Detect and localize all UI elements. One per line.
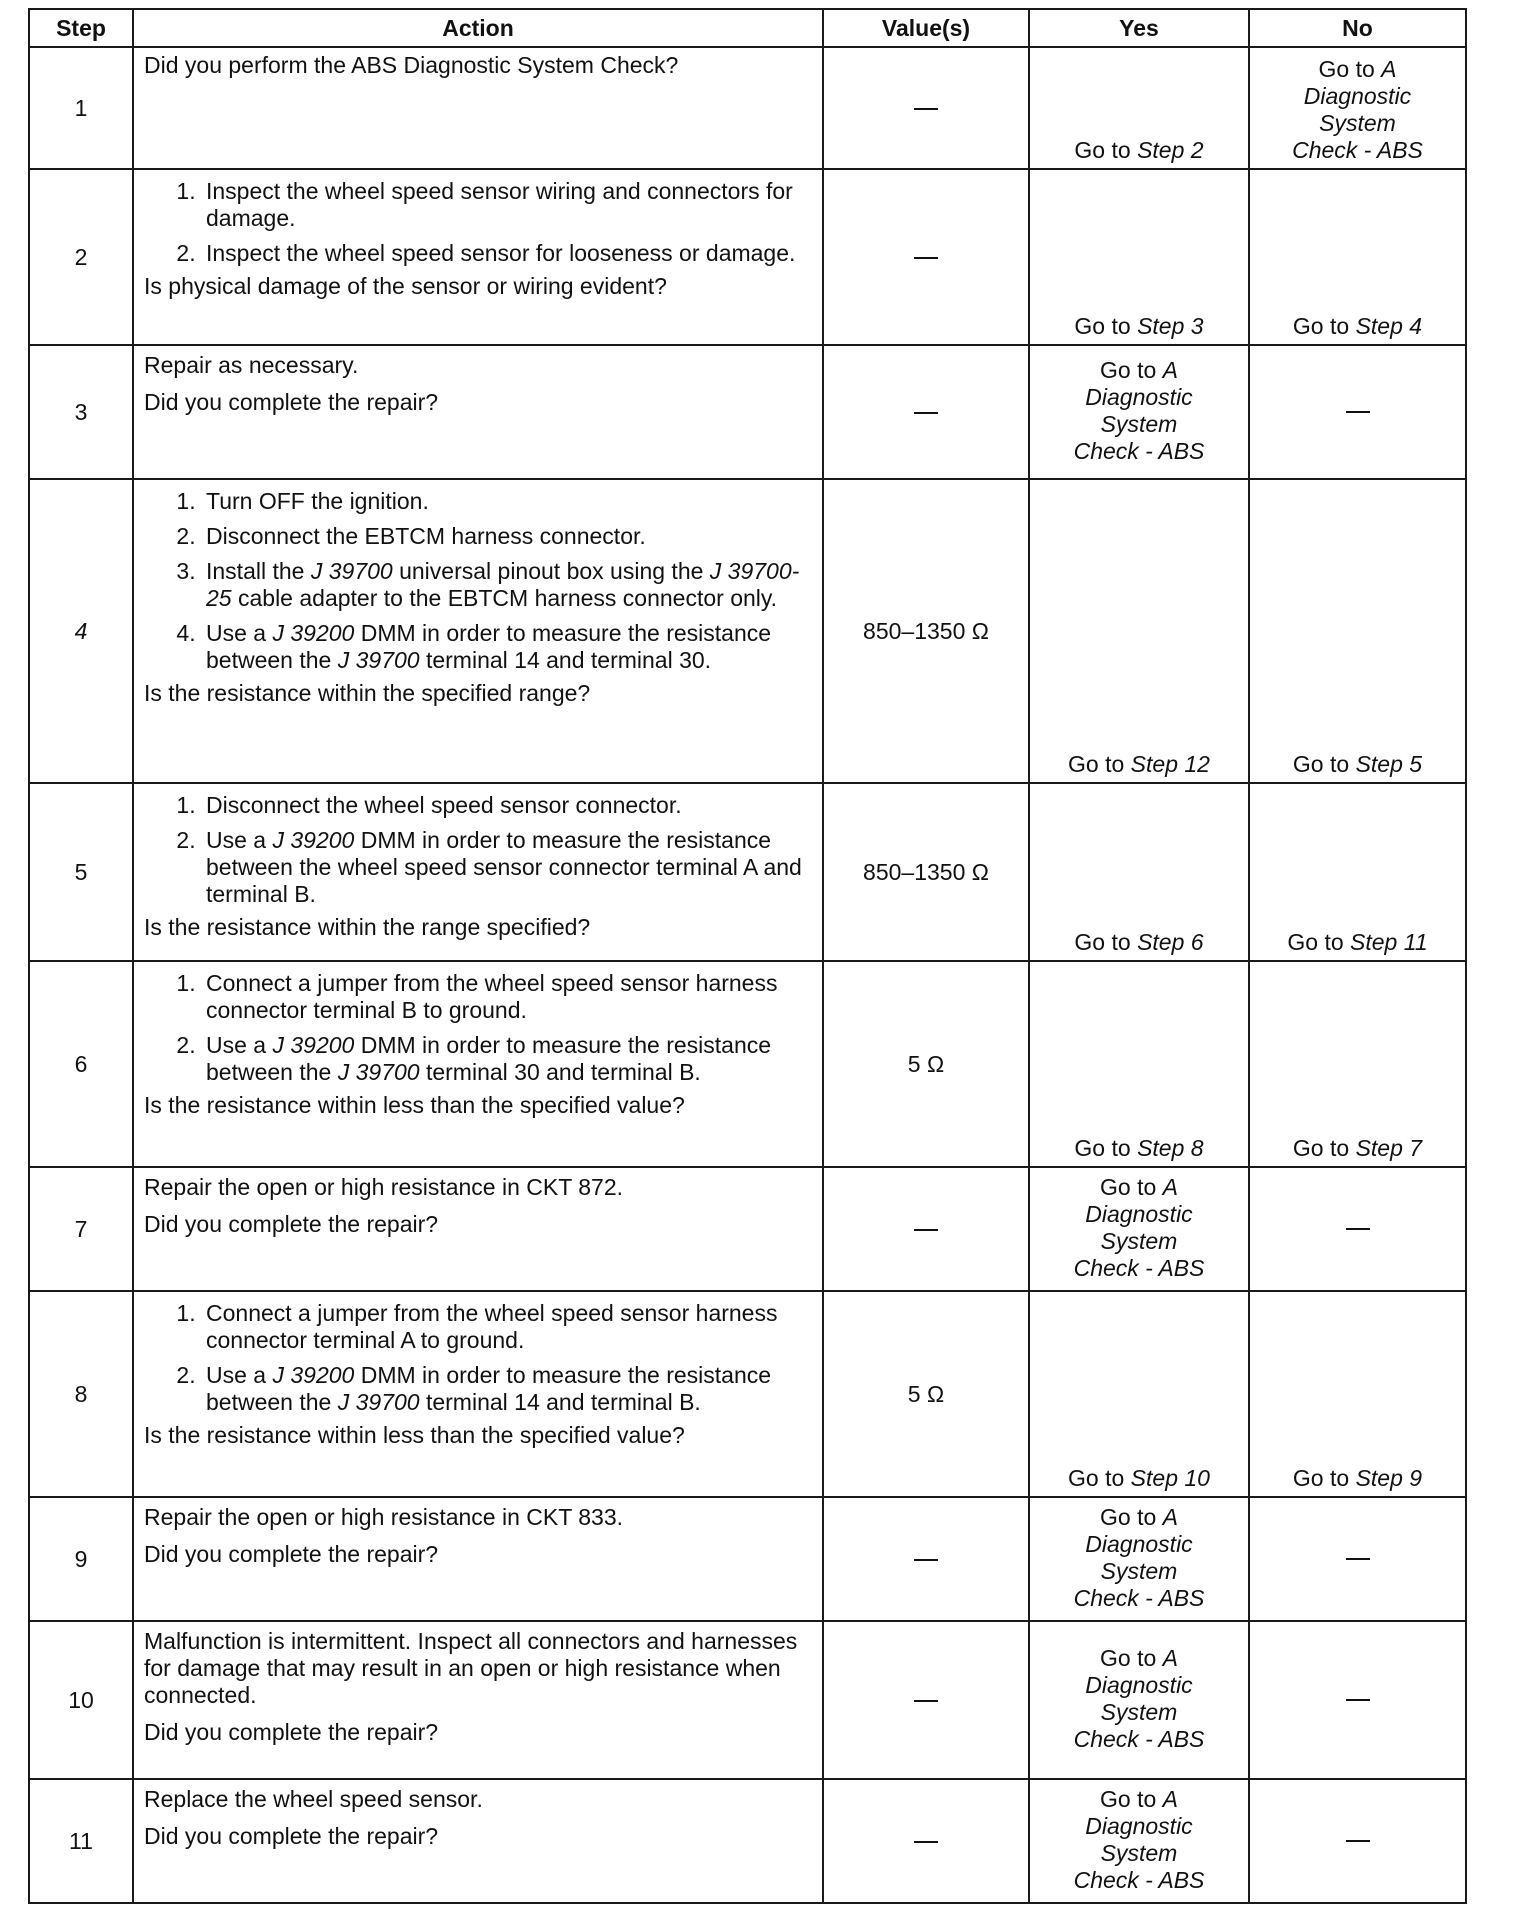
action-cell [133, 783, 823, 961]
action-question: Did you complete the repair? [144, 1719, 439, 1745]
action-step-item: 2. Inspect the wheel speed sensor for looseness or damage. [202, 240, 812, 267]
yes-cell [1029, 1621, 1249, 1779]
value-dash [914, 1700, 938, 1702]
table-row [29, 169, 1466, 345]
yes-line: Go to A [1100, 357, 1178, 383]
yes-line: Go to A [1100, 1504, 1178, 1530]
action-cell [133, 47, 823, 169]
action-paragraph: Malfunction is intermittent. Inspect all connectors and harnesses for damage that may result in an open or high resistance when connected. [144, 1628, 798, 1708]
step-number: 9 [29, 1497, 133, 1621]
header-yes: Yes [1029, 9, 1249, 47]
table-row [29, 47, 1466, 169]
no-line [1256, 1215, 1459, 1242]
action-step-item: 2. Disconnect the EBTCM harness connector. [202, 523, 812, 550]
no-dash [1346, 1699, 1370, 1701]
action-question: Is the resistance within the range specified? [144, 914, 591, 940]
value-dash [914, 108, 938, 110]
step-number: 2 [29, 169, 133, 345]
table-row [29, 783, 1466, 961]
no-cell [1249, 783, 1466, 961]
yes-line: Go to A [1100, 1174, 1178, 1200]
step-number: 1 [29, 47, 133, 169]
header-row [29, 9, 1466, 47]
no-dash [1346, 1558, 1370, 1560]
yes-cell [1029, 345, 1249, 479]
yes-cell [1029, 479, 1249, 783]
value-dash [914, 1229, 938, 1231]
action-step-item: 2. Use a J 39200 DMM in order to measure the resistance between the J 39700 terminal 14 and terminal B. [202, 1362, 812, 1416]
no-cell [1249, 345, 1466, 479]
action-question: Did you complete the repair? [144, 389, 439, 415]
step-number: 6 [29, 961, 133, 1167]
table-body [29, 47, 1466, 1903]
step-number: 7 [29, 1167, 133, 1291]
no-cell [1249, 1167, 1466, 1291]
no-line: Go to Step 9 [1292, 1465, 1423, 1491]
table-row [29, 345, 1466, 479]
action-paragraph: Repair the open or high resistance in CKT 872. [144, 1174, 624, 1200]
value-cell [823, 1497, 1029, 1621]
no-line [1256, 1545, 1459, 1572]
yes-line: Diagnostic [1085, 1201, 1193, 1227]
step-number: 4 [29, 479, 133, 783]
action-step-item: 1. Turn OFF the ignition. [202, 488, 812, 515]
no-line [1256, 398, 1459, 425]
value-dash [914, 1559, 938, 1561]
action-step-item: 4. Use a J 39200 DMM in order to measure the resistance between the J 39700 terminal 14 and terminal 30. [202, 620, 812, 674]
table-row [29, 1167, 1466, 1291]
no-line: Check - ABS [1292, 137, 1423, 163]
action-step-item: 2. Use a J 39200 DMM in order to measure the resistance between the J 39700 terminal 30 and terminal B. [202, 1032, 812, 1086]
no-cell [1249, 479, 1466, 783]
step-number: 3 [29, 345, 133, 479]
table-header [29, 9, 1466, 47]
value-cell: 850–1350 Ω [823, 479, 1029, 783]
value-cell [823, 1621, 1029, 1779]
table-row [29, 479, 1466, 783]
no-dash [1346, 1840, 1370, 1842]
yes-line: Check - ABS [1073, 1585, 1205, 1611]
yes-line: Diagnostic [1085, 1813, 1193, 1839]
action-cell [133, 961, 823, 1167]
no-line: System [1319, 110, 1396, 136]
yes-line: System [1100, 1840, 1178, 1866]
action-cell [133, 1779, 823, 1903]
diagnostic-table [28, 8, 1467, 1904]
value-cell: 850–1350 Ω [823, 783, 1029, 961]
no-cell [1249, 169, 1466, 345]
action-question: Is the resistance within less than the specified value? [144, 1422, 685, 1448]
yes-line: Check - ABS [1073, 1867, 1205, 1893]
yes-line: Go to Step 3 [1074, 313, 1204, 339]
yes-line: System [1100, 411, 1178, 437]
header-values: Value(s) [823, 9, 1029, 47]
table-row [29, 1291, 1466, 1497]
step-number: 5 [29, 783, 133, 961]
action-question: Did you complete the repair? [144, 1211, 439, 1237]
no-line: Go to Step 11 [1287, 929, 1428, 955]
yes-cell [1029, 1167, 1249, 1291]
action-steps-list [144, 488, 812, 674]
no-cell [1249, 47, 1466, 169]
value-dash [914, 1841, 938, 1843]
step-number: 11 [29, 1779, 133, 1903]
action-question: Is the resistance within the specified range? [144, 680, 591, 706]
value-cell [823, 47, 1029, 169]
action-paragraph: Replace the wheel speed sensor. [144, 1786, 483, 1812]
header-no: No [1249, 9, 1466, 47]
yes-cell [1029, 169, 1249, 345]
action-step-item: 1. Connect a jumper from the wheel speed sensor harness connector terminal B to ground. [202, 970, 812, 1024]
step-number: 8 [29, 1291, 133, 1497]
no-line [1256, 1686, 1459, 1713]
action-question: Did you complete the repair? [144, 1823, 439, 1849]
yes-line: Go to Step 10 [1068, 1465, 1210, 1491]
no-line: Go to Step 4 [1292, 313, 1423, 339]
yes-line: Go to Step 6 [1074, 929, 1204, 955]
no-dash [1346, 1228, 1370, 1230]
action-cell [133, 345, 823, 479]
action-question: Is the resistance within less than the specified value? [144, 1092, 685, 1118]
value-dash [914, 257, 938, 259]
yes-line: Check - ABS [1073, 438, 1205, 464]
yes-line: Diagnostic [1085, 1531, 1193, 1557]
value-cell [823, 1167, 1029, 1291]
action-step-item: 2. Use a J 39200 DMM in order to measure the resistance between the wheel speed sensor connector terminal A and terminal B. [202, 827, 812, 908]
action-cell [133, 1291, 823, 1497]
step-number: 10 [29, 1621, 133, 1779]
header-step: Step [29, 9, 133, 47]
yes-line: Go to Step 8 [1074, 1135, 1204, 1161]
no-cell [1249, 1621, 1466, 1779]
action-question: Did you complete the repair? [144, 1541, 439, 1567]
yes-line: Go to A [1100, 1645, 1178, 1671]
value-cell: 5 Ω [823, 961, 1029, 1167]
table-row [29, 1621, 1466, 1779]
value-cell [823, 345, 1029, 479]
action-steps-list [144, 1300, 812, 1416]
yes-cell [1029, 1497, 1249, 1621]
action-steps-list [144, 178, 812, 267]
no-line: Go to Step 7 [1292, 1135, 1423, 1161]
action-question: Did you perform the ABS Diagnostic System Check? [144, 52, 679, 78]
action-cell [133, 1497, 823, 1621]
table-row [29, 1497, 1466, 1621]
table-row [29, 1779, 1466, 1903]
action-cell [133, 1167, 823, 1291]
no-dash [1346, 411, 1370, 413]
no-cell [1249, 1779, 1466, 1903]
value-cell [823, 169, 1029, 345]
action-steps-list [144, 970, 812, 1086]
value-dash [914, 412, 938, 414]
yes-cell [1029, 961, 1249, 1167]
yes-line: Go to Step 2 [1074, 137, 1204, 163]
no-line: Go to Step 5 [1292, 751, 1423, 777]
yes-line: Go to A [1100, 1786, 1178, 1812]
yes-line: Check - ABS [1073, 1255, 1205, 1281]
no-line [1256, 1827, 1459, 1854]
no-line: Go to A [1318, 56, 1397, 82]
yes-line: Go to Step 12 [1068, 751, 1210, 777]
action-cell [133, 1621, 823, 1779]
yes-line: System [1100, 1699, 1178, 1725]
yes-line: Diagnostic [1085, 1672, 1193, 1698]
no-line: Diagnostic [1303, 83, 1412, 109]
header-action: Action [133, 9, 823, 47]
yes-line: Diagnostic [1085, 384, 1193, 410]
action-steps-list [144, 792, 812, 908]
action-paragraph: Repair as necessary. [144, 352, 359, 378]
yes-line: Check - ABS [1073, 1726, 1205, 1752]
action-step-item: 1. Disconnect the wheel speed sensor connector. [202, 792, 812, 819]
yes-line: System [1100, 1228, 1178, 1254]
action-cell [133, 169, 823, 345]
action-step-item: 1. Inspect the wheel speed sensor wiring and connectors for damage. [202, 178, 812, 232]
action-step-item: 3. Install the J 39700 universal pinout box using the J 39700-25 cable adapter to the EBTCM harness connector only. [202, 558, 812, 612]
yes-cell [1029, 1779, 1249, 1903]
action-paragraph: Repair the open or high resistance in CKT 833. [144, 1504, 624, 1530]
value-cell [823, 1779, 1029, 1903]
no-cell [1249, 1291, 1466, 1497]
table-row [29, 961, 1466, 1167]
value-cell: 5 Ω [823, 1291, 1029, 1497]
action-question: Is physical damage of the sensor or wiring evident? [144, 273, 667, 299]
no-cell [1249, 1497, 1466, 1621]
action-cell [133, 479, 823, 783]
action-step-item: 1. Connect a jumper from the wheel speed sensor harness connector terminal A to ground. [202, 1300, 812, 1354]
yes-cell [1029, 783, 1249, 961]
yes-line: System [1100, 1558, 1178, 1584]
yes-cell [1029, 1291, 1249, 1497]
no-cell [1249, 961, 1466, 1167]
yes-cell [1029, 47, 1249, 169]
